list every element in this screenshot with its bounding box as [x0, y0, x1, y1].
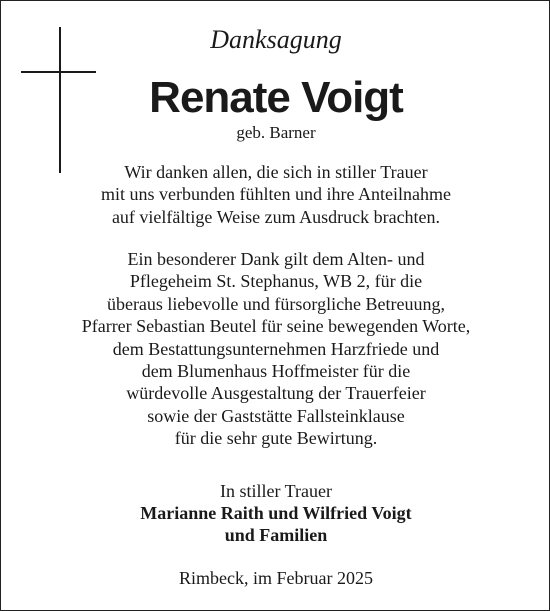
place-date: Rimbeck, im Februar 2025 — [179, 568, 373, 588]
text-line: sowie der Gaststätte Fallsteinklause — [147, 405, 405, 426]
special-thanks-paragraph — [41, 248, 511, 450]
deceased-name: Renate Voigt — [149, 73, 403, 122]
text-line: dem Blumenhaus Hoffmeister für die — [141, 361, 411, 382]
signature-names — [41, 502, 511, 546]
text-line: würdevolle Ausgestaltung der Trauerfeier — [126, 383, 426, 404]
thanks-paragraph — [41, 161, 511, 228]
signature-line: Marianne Raith und Wilfried Voigt — [140, 503, 412, 523]
text-line: Ein besonderer Dank gilt dem Alten- und — [127, 249, 425, 269]
text-line: mit uns verbunden fühlten und ihre Anteilnahme — [101, 184, 451, 205]
signature-line: und Familien — [224, 525, 328, 545]
text-line: überaus liebevolle und fürsorgliche Betreuung, — [106, 293, 446, 314]
text-line: Pfarrer Sebastian Beutel für seine bewegenden Worte, — [81, 316, 471, 337]
text-line: auf vielfältige Weise zum Ausdruck brachten. — [111, 206, 441, 227]
text-line: dem Bestattungsunternehmen Harzfriede und — [112, 338, 440, 359]
text-line: Pflegeheim St. Stephanus, WB 2, für die — [129, 271, 423, 292]
birth-name: geb. Barner — [236, 123, 316, 142]
notice-heading: Danksagung — [210, 25, 342, 54]
text-line: für die sehr gute Bewirtung. — [174, 428, 378, 449]
signature-intro: In stiller Trauer — [220, 481, 332, 501]
text-line: Wir danken allen, die sich in stiller Trauer — [124, 162, 428, 182]
